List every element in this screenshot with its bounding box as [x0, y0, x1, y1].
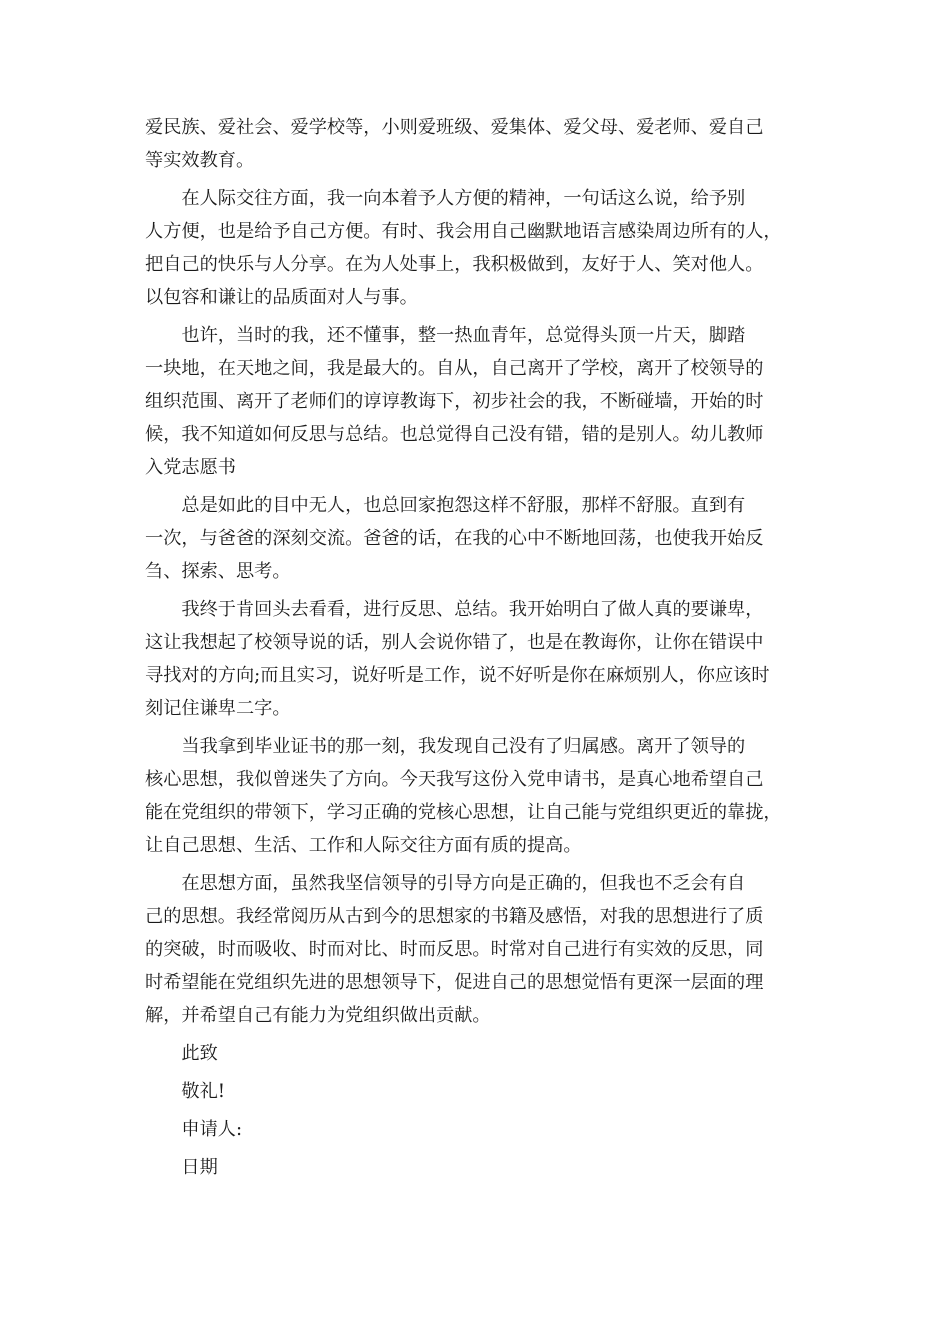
- closing-date: 日期: [181, 1157, 218, 1178]
- paragraph-3: 也许，当时的我，还不懂事，整一热血青年，总觉得头顶一片天，脚踏 一块地，在天地之间，我是最大的。自从，自己离开了学校，离开了校领导的 组织范围、离开了老师们的谆谆教诲下，初步社会的我，不断碰墙，开始的时 候，我不知道如何反思与总结。也总觉得自己没有错，错的是别人。幼儿教师 入党志愿书: [145, 325, 764, 478]
- paragraph-6: 当我拿到毕业证书的那一刻，我发现自己没有了归属感。离开了领导的 核心思想，我似曾迷失了方向。今天我写这份入党申请书，是真心地希望自己 能在党组织的带领下，学习正确的党核心思想，让自己能与党组织更近的靠拢， 让自己思想、生活、工作和人际交往方面有质的提高。: [145, 736, 782, 856]
- paragraph-1: 爱民族、爱社会、爱学校等，小则爱班级、爱集体、爱父母、爱老师、爱自己 等实效教育。: [145, 117, 764, 171]
- document-page: [145, 111, 810, 1189]
- closing-applicant: 申请人:: [181, 1119, 243, 1140]
- closing-salutation: 此致: [181, 1043, 218, 1064]
- closing-regards: 敬礼!: [181, 1081, 226, 1102]
- paragraph-2: 在人际交往方面，我一向本着予人方便的精神，一句话这么说，给予别 人方便，也是给予自己方便。有时、我会用自己幽默地语言感染周边所有的人， 把自己的快乐与人分享。在为人处事上，我积极做到，友好于人、笑对他人。 以包容和谦让的品质面对人与事。: [145, 188, 782, 308]
- paragraph-5: 我终于肯回头去看看，进行反思、总结。我开始明白了做人真的要谦卑， 这让我想起了校领导说的话，别人会说你错了，也是在教诲你，让你在错误中 寻找对的方向;而且实习，说好听是工作，说不好听是你在麻烦别人，你应该时 刻记住谦卑二字。: [145, 599, 770, 719]
- paragraph-7: 在思想方面，虽然我坚信领导的引导方向是正确的，但我也不乏会有自 己的思想。我经常阅历从古到今的思想家的书籍及感悟，对我的思想进行了质 的突破，时而吸收、时而对比、时而反思。时常对自己进行有实效的反思，同 时希望能在党组织先进的思想领导下，促进自己的思想觉悟有更深一层面的理 解，并希望自己有能力为党组织做出贡献。: [145, 873, 764, 1026]
- paragraph-4: 总是如此的目中无人，也总回家抱怨这样不舒服，那样不舒服。直到有 一次，与爸爸的深刻交流。爸爸的话，在我的心中不断地回荡，也使我开始反 刍、探索、思考。: [145, 495, 764, 582]
